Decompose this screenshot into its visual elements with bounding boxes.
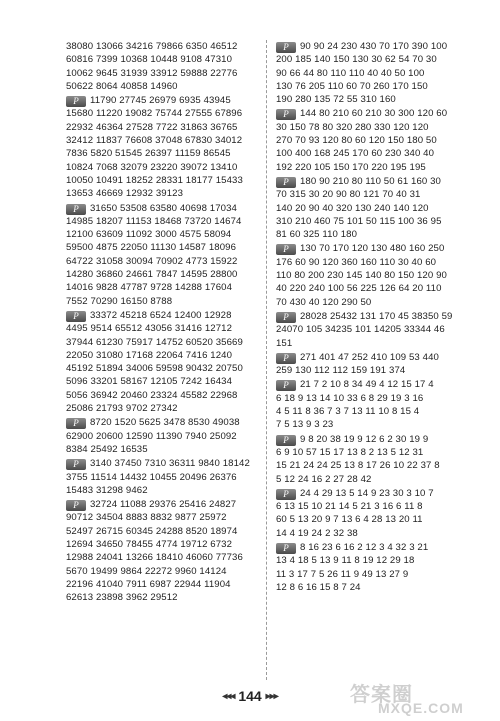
answer-line — [276, 269, 476, 282]
answer-text: 4495 9514 65512 43056 31416 12712 — [66, 323, 233, 335]
answer-line — [66, 147, 258, 160]
page-ref-badge-icon: P — [276, 42, 296, 53]
answer-line — [66, 416, 258, 429]
answer-line — [276, 459, 476, 472]
answer-line — [276, 93, 476, 106]
answer-text: 5670 19499 9864 22272 9960 14124 — [66, 565, 227, 577]
answer-text: 14 4 19 24 2 32 38 — [276, 527, 358, 539]
answer-text: 144 80 210 60 210 30 300 120 60 — [300, 108, 448, 120]
answer-text: 8720 1520 5625 3478 8530 49038 — [90, 417, 240, 429]
answer-text: 259 130 112 112 159 191 374 — [276, 365, 406, 377]
answer-line — [66, 40, 258, 53]
answer-text: 151 — [276, 337, 293, 349]
answer-text: 10062 9645 31939 33912 59888 22776 — [66, 67, 238, 79]
answer-text: 50622 8064 40858 14960 — [66, 80, 178, 92]
next-arrows: ▸▸▸ — [265, 691, 278, 702]
answer-line — [276, 392, 476, 405]
answer-line — [66, 80, 258, 93]
answer-text: 90 66 44 80 110 110 40 40 50 100 — [276, 67, 425, 79]
answer-text: 10824 7068 32079 23220 39072 13410 — [66, 161, 238, 173]
answer-text: 12694 34650 78455 4774 19712 6732 — [66, 538, 233, 550]
answer-block — [276, 242, 476, 308]
page-number: 144 — [238, 688, 262, 704]
answer-text: 62613 23898 3962 29512 — [66, 592, 178, 604]
answer-text: 22196 41040 7911 6987 22944 11904 — [66, 578, 231, 590]
answer-line — [66, 538, 258, 551]
answer-line — [66, 322, 258, 335]
page-ref-badge-icon: P — [276, 244, 296, 255]
answer-text: 200 185 140 150 130 30 62 54 70 30 — [276, 54, 437, 66]
answer-line — [276, 282, 476, 295]
answer-line — [66, 389, 258, 402]
answer-text: 11 3 17 7 5 26 11 9 49 13 27 9 — [276, 568, 409, 580]
answer-text: 11790 27745 26979 6935 43945 — [90, 95, 231, 107]
answer-line — [66, 161, 258, 174]
answer-text: 15483 31298 9462 — [66, 484, 148, 496]
answer-text: 9 8 20 38 19 9 12 6 2 30 19 9 — [300, 433, 429, 445]
answer-line — [66, 121, 258, 134]
answer-text: 12988 24041 13266 18410 46060 77736 — [66, 552, 243, 564]
page-ref-badge-icon: P — [276, 435, 296, 446]
answer-block — [66, 416, 258, 456]
answer-text: 3755 11514 14432 10455 20496 26376 — [66, 471, 237, 483]
page-ref-badge-icon: P — [66, 96, 86, 107]
answer-text: 30 150 78 80 320 280 330 120 120 — [276, 121, 429, 133]
answer-line — [276, 581, 476, 594]
page-ref-badge-icon: P — [276, 380, 296, 391]
answer-block — [66, 457, 258, 497]
answer-text: 180 90 210 80 110 50 61 160 30 — [300, 175, 441, 187]
answer-text: 14985 18207 11153 18468 73720 14674 — [66, 215, 242, 227]
answer-line — [276, 310, 476, 323]
answer-block — [276, 378, 476, 431]
answer-text: 190 280 135 72 55 310 160 — [276, 94, 396, 106]
answer-text: 38080 13066 34216 79866 6350 46512 — [66, 41, 238, 52]
answer-line — [66, 268, 258, 281]
answer-text: 8 16 23 6 16 2 12 3 4 32 3 21 — [300, 541, 429, 553]
page-ref-badge-icon: P — [66, 311, 86, 322]
answer-line — [276, 487, 476, 500]
answer-text: 59500 4875 22050 11130 14587 18096 — [66, 242, 237, 254]
answer-text: 130 76 205 110 60 70 260 170 150 — [276, 80, 428, 92]
answer-text: 14016 9828 47787 9728 14288 17604 — [66, 282, 233, 294]
answer-text: 22932 46364 27528 7722 31863 36765 — [66, 121, 238, 133]
answer-line — [66, 295, 258, 308]
answer-text: 130 70 170 120 130 480 160 250 — [300, 243, 445, 255]
answer-text: 14280 36860 24661 7847 14595 28800 — [66, 269, 238, 281]
answer-block — [276, 433, 476, 486]
answer-line — [276, 107, 476, 120]
answer-text: 64722 31058 30094 70902 4773 15922 — [66, 255, 238, 267]
watermark-url: MXQE.COM — [378, 700, 464, 716]
page-ref-badge-icon: P — [276, 312, 296, 323]
answer-line — [276, 541, 476, 554]
answer-text: 25086 21793 9702 27342 — [66, 403, 178, 415]
answer-block — [276, 541, 476, 594]
answer-text: 70 430 40 120 290 50 — [276, 296, 372, 308]
answer-text: 70 315 30 20 90 80 121 70 40 31 — [276, 189, 421, 201]
page-ref-badge-icon: P — [276, 353, 296, 364]
answer-line — [276, 405, 476, 418]
answer-text: 15680 11220 19082 75744 27555 67896 — [66, 108, 243, 120]
answer-line — [276, 121, 476, 134]
answer-text: 40 220 240 100 56 225 126 64 20 110 — [276, 283, 442, 295]
answer-block — [276, 487, 476, 540]
answer-block — [66, 498, 258, 604]
answer-text: 13 4 18 5 13 9 11 8 19 12 29 18 — [276, 555, 415, 567]
watermark-logo: 答案圈 — [350, 684, 413, 706]
answer-line — [276, 80, 476, 93]
answer-line — [276, 323, 476, 336]
answer-line — [66, 443, 258, 456]
answer-line — [66, 484, 258, 497]
answer-text: 7552 70290 16150 8788 — [66, 295, 173, 307]
answer-text: 15 21 24 24 25 13 8 17 26 10 22 37 8 — [276, 460, 440, 472]
left-column — [66, 40, 258, 605]
answer-text: 271 401 47 252 410 109 53 440 — [300, 351, 439, 363]
answer-line — [276, 188, 476, 201]
answer-line — [276, 134, 476, 147]
answer-text: 110 80 200 230 145 140 80 150 120 90 — [276, 270, 447, 282]
page-ref-badge-icon: P — [66, 459, 86, 470]
column-divider — [266, 40, 267, 680]
answer-text: 7 5 13 9 3 23 — [276, 419, 334, 431]
answer-text: 52497 26715 60345 24288 8520 18974 — [66, 525, 238, 537]
answer-line — [66, 578, 258, 591]
answer-line — [276, 446, 476, 459]
answer-text: 10050 10491 18252 28331 18177 15433 — [66, 174, 243, 186]
prev-arrows: ◂◂◂ — [222, 691, 235, 702]
answer-line — [276, 296, 476, 309]
answer-line — [66, 215, 258, 228]
answer-block — [276, 40, 476, 106]
answer-block — [66, 94, 258, 200]
answer-text: 24070 105 34235 101 14205 33344 46 — [276, 324, 445, 336]
answer-text: 4 5 11 8 36 7 3 7 13 11 10 8 15 4 — [276, 406, 420, 418]
answer-text: 13653 46669 12932 39123 — [66, 188, 184, 200]
answer-line — [276, 473, 476, 486]
answer-text: 24 4 29 13 5 14 9 23 30 3 10 7 — [300, 487, 434, 499]
answer-text: 37944 61230 75917 14752 60520 35669 — [66, 336, 243, 348]
answer-line — [276, 215, 476, 228]
answer-line — [276, 40, 476, 53]
answer-text: 176 60 90 120 360 160 110 30 40 60 — [276, 256, 437, 268]
answer-text: 81 60 325 110 180 — [276, 229, 358, 241]
answer-text: 21 7 2 10 8 34 49 4 12 15 17 4 — [300, 379, 434, 391]
answer-line — [276, 527, 476, 540]
answer-text: 28028 25432 131 170 45 38350 59 — [300, 310, 453, 322]
answer-text: 90 90 24 230 430 70 170 390 100 — [300, 41, 448, 52]
answer-line — [66, 134, 258, 147]
answer-line — [66, 565, 258, 578]
answer-line — [66, 107, 258, 120]
answer-line — [276, 202, 476, 215]
answer-text: 12100 63609 11092 3000 4575 58094 — [66, 229, 232, 241]
answer-line — [66, 187, 258, 200]
answer-text: 310 210 460 75 101 50 115 100 36 95 — [276, 215, 442, 227]
answer-line — [66, 375, 258, 388]
answer-text: 33372 45218 6524 12400 12928 — [90, 309, 232, 321]
answer-block — [276, 351, 476, 378]
answer-line — [276, 337, 476, 350]
answer-line — [66, 241, 258, 254]
answer-line — [276, 433, 476, 446]
answer-line — [66, 362, 258, 375]
answer-text: 31650 53508 63580 40698 17034 — [90, 202, 237, 214]
answer-line — [276, 67, 476, 80]
answer-line — [66, 255, 258, 268]
answer-line — [276, 364, 476, 377]
page-ref-badge-icon: P — [276, 109, 296, 120]
answer-line — [66, 349, 258, 362]
answer-text: 60 5 13 20 9 7 13 6 4 28 13 20 11 — [276, 514, 423, 526]
answer-text: 5 12 24 16 2 27 28 42 — [276, 473, 372, 485]
answer-line — [66, 498, 258, 511]
answer-text: 22050 31080 17168 22064 7416 1240 — [66, 349, 233, 361]
answer-line — [276, 228, 476, 241]
answer-block — [66, 202, 258, 308]
answer-line — [66, 202, 258, 215]
answer-line — [66, 525, 258, 538]
answer-block — [276, 107, 476, 173]
answer-block — [276, 175, 476, 241]
answer-text: 100 400 168 245 170 60 230 340 40 — [276, 148, 435, 160]
answer-text: 32724 11088 29376 25416 24827 — [90, 499, 237, 511]
page-ref-badge-icon: P — [66, 418, 86, 429]
right-column — [276, 40, 476, 595]
answer-line — [276, 378, 476, 391]
page-ref-badge-icon: P — [66, 500, 86, 511]
answer-line — [276, 242, 476, 255]
answer-line — [66, 281, 258, 294]
answer-line — [276, 147, 476, 160]
answer-text: 6 18 9 13 14 10 33 6 8 29 19 3 16 — [276, 392, 424, 404]
answer-text: 45192 51894 34006 59598 90432 20750 — [66, 363, 243, 375]
answer-text: 3140 37450 7310 36311 9840 18142 — [90, 458, 250, 470]
answer-line — [66, 174, 258, 187]
answer-line — [66, 94, 258, 107]
answer-line — [66, 591, 258, 604]
answer-text: 6 9 10 57 15 17 13 8 2 13 5 12 31 — [276, 446, 424, 458]
answer-text: 5096 33201 58167 12105 7242 16434 — [66, 376, 233, 388]
page-ref-badge-icon: P — [66, 204, 86, 215]
answer-line — [276, 554, 476, 567]
answer-line — [66, 511, 258, 524]
answer-text: 62900 20600 12590 11390 7940 25092 — [66, 430, 237, 442]
answer-text: 5056 36942 20460 23324 45582 22968 — [66, 389, 238, 401]
answer-line — [66, 228, 258, 241]
answer-text: 12 8 6 16 15 8 7 24 — [276, 581, 361, 593]
answer-line — [66, 471, 258, 484]
page-ref-badge-icon: P — [276, 489, 296, 500]
answer-line — [66, 53, 258, 66]
answer-line — [66, 551, 258, 564]
answer-line — [66, 309, 258, 322]
answer-text: 270 70 93 120 80 60 120 150 180 50 — [276, 135, 437, 147]
answer-line — [66, 336, 258, 349]
answer-line — [66, 457, 258, 470]
answer-block — [66, 40, 258, 93]
answer-line — [276, 351, 476, 364]
answer-text: 7836 5820 51545 26397 11159 86545 — [66, 148, 231, 160]
answer-line — [276, 256, 476, 269]
answer-line — [66, 67, 258, 80]
page-ref-badge-icon: P — [276, 177, 296, 188]
answer-line — [276, 53, 476, 66]
answer-line — [276, 418, 476, 431]
answer-text: 90712 34504 8883 8832 9877 25972 — [66, 512, 227, 524]
answer-block — [66, 309, 258, 415]
answer-text: 6 13 15 10 21 14 5 21 3 16 6 11 8 — [276, 501, 423, 513]
answer-text: 32412 11837 76608 37048 67830 34012 — [66, 135, 243, 147]
answer-line — [66, 402, 258, 415]
answer-line — [66, 430, 258, 443]
answer-line — [276, 568, 476, 581]
answer-line — [276, 513, 476, 526]
answer-line — [276, 175, 476, 188]
answer-text: 8384 25492 16535 — [66, 443, 148, 455]
answer-text: 140 20 90 40 320 130 240 140 120 — [276, 202, 429, 214]
answer-block — [276, 310, 476, 350]
answer-text: 60816 7399 10368 10448 9108 47310 — [66, 54, 233, 66]
answer-line — [276, 500, 476, 513]
answer-text: 192 220 105 150 170 220 195 195 — [276, 161, 426, 173]
page-ref-badge-icon: P — [276, 543, 296, 554]
answer-line — [276, 161, 476, 174]
